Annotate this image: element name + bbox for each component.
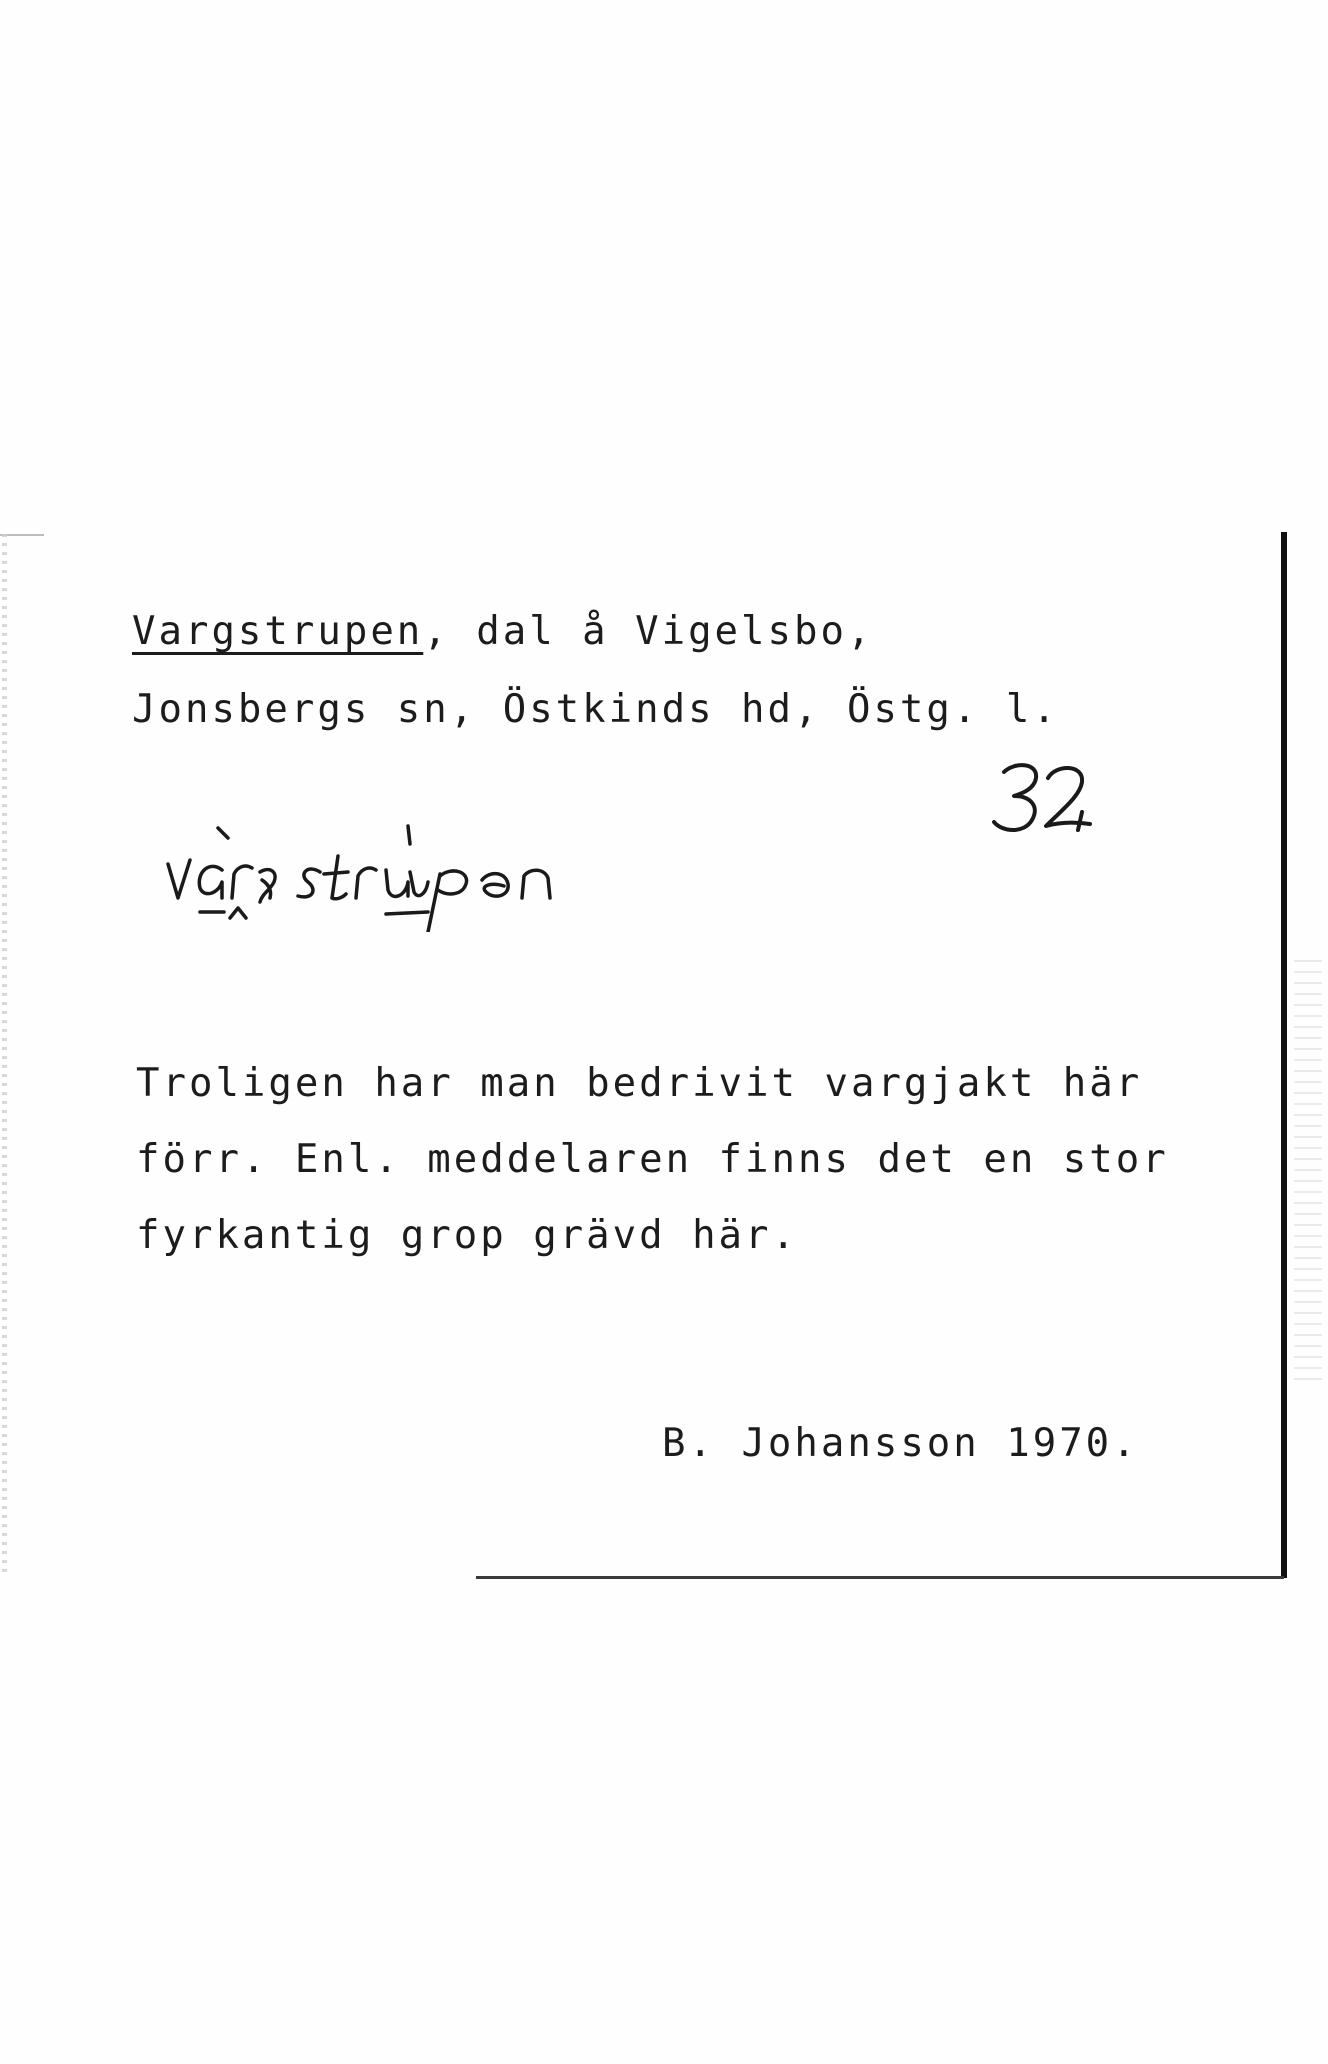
note-line-2: förr. Enl. meddelaren finns det en stor xyxy=(136,1137,1169,1182)
left-scan-edge xyxy=(2,534,7,1574)
note-line-1: Troligen har man bedrivit vargjakt här xyxy=(136,1061,1143,1106)
title-line xyxy=(132,610,873,654)
card-right-edge xyxy=(1281,532,1287,1578)
headword: Vargstrupen xyxy=(132,609,424,654)
card-bottom-edge xyxy=(476,1576,1284,1579)
location-line: Jonsbergs sn, Östkinds hd, Östg. l. xyxy=(132,687,1059,732)
right-scan-edge xyxy=(1294,960,1322,1380)
handwritten-card-number xyxy=(986,756,1096,840)
headword-description: , dal å Vigelsbo, xyxy=(423,609,874,654)
signature: B. Johansson 1970. xyxy=(662,1421,1139,1466)
note-line-3: fyrkantig grop grävd här. xyxy=(136,1213,798,1258)
handwritten-phonetic-transcription xyxy=(160,820,640,932)
